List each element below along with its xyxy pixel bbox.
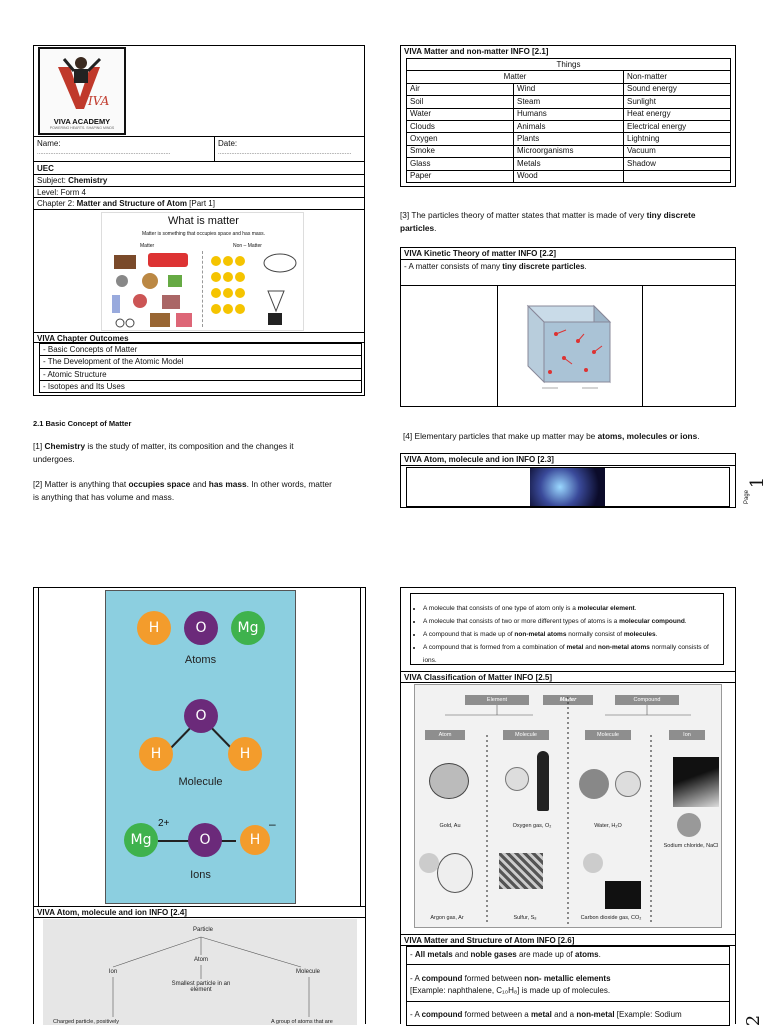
table-row <box>407 83 731 95</box>
divider <box>407 1001 729 1002</box>
ion-charge-plus: 2+ <box>158 818 170 829</box>
molecule-hydrogen-right: H <box>228 737 262 771</box>
nacl-picture <box>677 813 701 837</box>
cls-matter: Matter <box>543 695 593 705</box>
cell: Water <box>407 108 514 120</box>
molecule-hydrogen-left: H <box>139 737 173 771</box>
p4-b: atoms, molecules or ions <box>597 431 698 441</box>
p4-c: . <box>697 431 700 441</box>
cell: Electrical energy <box>624 120 731 132</box>
co2-picture <box>605 881 641 909</box>
outcome-item: - The Development of the Atomic Model <box>40 356 361 368</box>
info-2-6-line-1: - All metals and noble gases are made up of atoms. <box>410 950 601 959</box>
subject-prefix: Subject: <box>37 176 69 185</box>
ion-oxygen: O <box>188 823 222 857</box>
p2-f: is anything that has volume and mass. <box>33 491 175 502</box>
name-field[interactable]: ................................................................................ <box>37 150 171 156</box>
salt-picture <box>673 757 719 807</box>
label-sulfur: Sulfur, S₈ <box>513 915 537 921</box>
info-2-2-box <box>400 247 736 407</box>
cell: Paper <box>407 170 514 182</box>
cell: Microorganisms <box>514 145 624 157</box>
info-2-4-header: VIVA Atom, molecule and ion INFO [2.4] <box>34 906 365 918</box>
cell: Soil <box>407 96 514 108</box>
magnesium-atom: Mg <box>231 611 265 645</box>
bullet-item: • A molecule that consists of two or more different types of atoms is a molecular compound. <box>423 615 723 628</box>
bottom-left-box <box>33 587 366 1024</box>
info-2-3-image <box>406 467 730 507</box>
paragraph-4 <box>403 430 743 443</box>
label-argon: Argon gas, Ar <box>430 915 464 921</box>
header-box <box>33 45 365 396</box>
label-co2: Carbon dioxide gas, CO₂ <box>580 915 642 921</box>
viva-logo-graphic-icon <box>40 49 124 119</box>
table-row <box>407 108 731 120</box>
divider <box>360 588 361 906</box>
name-label: Name: <box>37 139 61 148</box>
particle-cube-icon <box>498 286 642 404</box>
chapter-part: [Part 1] <box>186 199 215 208</box>
cell: Air <box>407 83 514 95</box>
table-row <box>407 145 731 157</box>
ion-charge-minus: – <box>269 817 276 831</box>
cell: Animals <box>514 120 624 132</box>
cell: Glass <box>407 158 514 170</box>
tree-molecule: Molecule <box>295 969 320 975</box>
nonmatter-objects-icon <box>208 251 302 329</box>
page-word: Page <box>744 489 751 505</box>
kinetic-cube-image <box>497 286 643 406</box>
label-water: Water, H₂O <box>594 823 622 829</box>
p1-d: undergoes. <box>33 453 75 464</box>
molecule-bullets <box>410 593 724 665</box>
label-gold: Gold, Au <box>439 823 461 829</box>
info-2-6-content <box>406 946 730 1026</box>
table-row <box>407 158 731 170</box>
p2-a: [2] Matter is anything that <box>33 479 129 489</box>
classification-image <box>414 684 722 928</box>
p3-c: particles <box>400 222 435 233</box>
outcomes-header: VIVA Chapter Outcomes <box>34 332 364 343</box>
cell: Wood <box>514 170 624 182</box>
info-2-2-line <box>401 260 735 286</box>
p2-b: occupies space <box>128 479 191 489</box>
cell: Lightning <box>624 133 731 145</box>
info-2-2-header: VIVA Kinetic Theory of matter INFO [2.2] <box>401 248 735 260</box>
table-row <box>407 133 731 145</box>
section-2-1-heading: 2.1 Basic Concept of Matter <box>33 419 132 428</box>
oxygen-cylinder-picture <box>537 751 549 811</box>
tree-atom: Atom <box>193 957 208 963</box>
cls-element: Element <box>465 695 529 705</box>
info-2-6-line-2: - A compound formed between non- metallic elements [Example: naphthalene, C₁₀H₈] is made up of molecules. <box>410 974 611 995</box>
particle-tree-image <box>43 919 357 1025</box>
cls-compound: Compound <box>615 695 679 705</box>
hydrogen-atom: H <box>137 611 171 645</box>
sulfur-picture <box>499 853 543 889</box>
p3-d: . <box>434 222 437 233</box>
cell: Sunlight <box>624 96 731 108</box>
p1-a: [1] <box>33 441 45 451</box>
what-is-matter-subtitle: Matter is something that occupies space and has mass. <box>141 231 266 237</box>
nonmatter-label: Non – Matter <box>233 243 262 249</box>
table-row <box>407 170 731 182</box>
bullet-item: • A compound that is formed from a combination of metal and non-metal atoms normally consists of ions. <box>423 641 723 667</box>
chapter-row <box>34 198 364 210</box>
things-header: Things <box>407 59 731 71</box>
svg-text:IVA: IVA <box>88 94 110 108</box>
l-a: - A matter consists of many <box>404 262 503 271</box>
page-number-2: 2 <box>743 1014 765 1026</box>
info-2-3-box <box>400 453 736 508</box>
cell: Vacuum <box>624 145 731 157</box>
p3-a: [3] The particles theory of matter states that matter is made of very <box>400 210 647 220</box>
p1-c: is the study of matter, its composition and the changes it <box>85 441 294 451</box>
l-c: . <box>584 262 587 271</box>
cell <box>624 170 731 182</box>
cls-atom: Atom <box>425 730 465 740</box>
argon-bulb-picture <box>437 853 473 893</box>
divider <box>407 964 729 965</box>
divider <box>38 588 39 906</box>
water-molecule-picture <box>615 771 641 797</box>
bottom-right-box <box>400 587 736 1024</box>
outcomes-list <box>39 343 362 393</box>
info-2-6-line-3: - A compound formed between a metal and a non-metal [Example: Sodium <box>410 1010 682 1019</box>
tree-atom-desc: Smallest particle in an element <box>171 981 231 993</box>
cell: Humans <box>514 108 624 120</box>
cls-molecule-1: Molecule <box>503 730 549 740</box>
info-2-6-header: VIVA Matter and Structure of Atom INFO [2.6] <box>401 934 735 946</box>
paragraph-3 <box>400 209 740 234</box>
label-nacl: Sodium chloride, NaCl <box>663 843 719 849</box>
p3-b: tiny discrete <box>646 210 696 220</box>
paragraph-2 <box>33 478 368 503</box>
table-row <box>407 120 731 132</box>
tree-ion-desc: Charged particle, positively <box>53 1019 120 1025</box>
cell: Plants <box>514 133 624 145</box>
tree-molecule-desc: A group of atoms that are <box>271 1019 333 1025</box>
matter-table <box>406 58 731 183</box>
matter-header: Matter <box>407 71 624 83</box>
molecule-label: Molecule <box>178 776 223 788</box>
p2-e: . In other words, matter <box>246 479 332 489</box>
bullet-item: • A compound that is made up of non-metal atoms normally consist of molecules. <box>423 628 723 641</box>
page-label <box>744 470 768 510</box>
ion-magnesium: Mg <box>124 823 158 857</box>
cls-ion: Ion <box>669 730 705 740</box>
atoms-panel <box>105 590 296 904</box>
what-is-matter-title: What is matter <box>168 215 239 227</box>
page-number: 1 <box>747 476 768 489</box>
table-row <box>407 96 731 108</box>
cell: Wind <box>514 83 624 95</box>
info-2-1-header: VIVA Matter and non-matter INFO [2.1] <box>404 47 549 56</box>
date-label: Date: <box>218 139 238 148</box>
l-b: tiny discrete particles <box>502 262 585 271</box>
label-oxygen: Oxygen gas, O₂ <box>512 823 552 829</box>
particles-photo <box>530 468 605 506</box>
what-is-matter-image <box>101 212 304 331</box>
chapter-title: Matter and Structure of Atom <box>76 199 187 208</box>
oxygen-molecule-picture <box>505 767 529 791</box>
cell: Shadow <box>624 158 731 170</box>
subject-value: Chemistry <box>68 176 108 185</box>
divider <box>214 137 215 162</box>
nonmatter-header: Non-matter <box>624 71 731 83</box>
subject-row <box>34 175 364 187</box>
info-2-3-header: VIVA Atom, molecule and ion INFO [2.3] <box>401 454 735 466</box>
argon-atom-picture <box>419 853 439 873</box>
water-picture <box>579 769 609 799</box>
p2-c: and <box>190 479 209 489</box>
cell: Steam <box>514 96 624 108</box>
atoms-label: Atoms <box>184 654 217 666</box>
gold-picture <box>429 763 469 799</box>
ion-hydrogen: H <box>240 825 270 855</box>
outcome-item: - Atomic Structure <box>40 369 361 381</box>
paragraph-1 <box>33 440 368 465</box>
p2-d: has mass <box>208 479 247 489</box>
name-date-row <box>34 136 364 162</box>
co2-molecule-picture <box>583 853 603 873</box>
academy-tagline: POWERING HEARTS. SHAPING MINDS <box>49 126 115 130</box>
divider <box>202 251 203 327</box>
tree-ion: Ion <box>108 969 118 975</box>
cell: Smoke <box>407 145 514 157</box>
bullet-item: • A molecule that consists of one type of atom only is a molecular element. <box>423 602 723 615</box>
oxygen-atom: O <box>184 611 218 645</box>
cls-molecule-2: Molecule <box>585 730 631 740</box>
cell: Metals <box>514 158 624 170</box>
info-2-1-box <box>400 45 736 187</box>
cell: Clouds <box>407 120 514 132</box>
academy-name: VIVA ACADEMY <box>53 117 111 126</box>
molecule-oxygen: O <box>184 699 218 733</box>
info-2-5-header: VIVA Classification of Matter INFO [2.5] <box>401 671 735 683</box>
p4-a: [4] Elementary particles that make up matter may be <box>403 431 598 441</box>
matter-objects-icon <box>110 251 200 329</box>
viva-logo <box>38 47 126 135</box>
cell: Oxygen <box>407 133 514 145</box>
ions-label: Ions <box>190 869 211 881</box>
p1-b: Chemistry <box>44 441 86 451</box>
outcome-item: - Basic Concepts of Matter <box>40 344 361 356</box>
cell: Sound energy <box>624 83 731 95</box>
outcome-item: - Isotopes and Its Uses <box>43 382 125 392</box>
chapter-prefix: Chapter 2: <box>37 199 77 208</box>
level-row: Level: Form 4 <box>34 187 364 199</box>
school-row: UEC <box>34 163 364 175</box>
date-field[interactable]: ................................................................................ <box>218 150 352 156</box>
tree-particle: Particle <box>192 927 213 933</box>
matter-label: Matter <box>140 243 155 249</box>
cell: Heat energy <box>624 108 731 120</box>
